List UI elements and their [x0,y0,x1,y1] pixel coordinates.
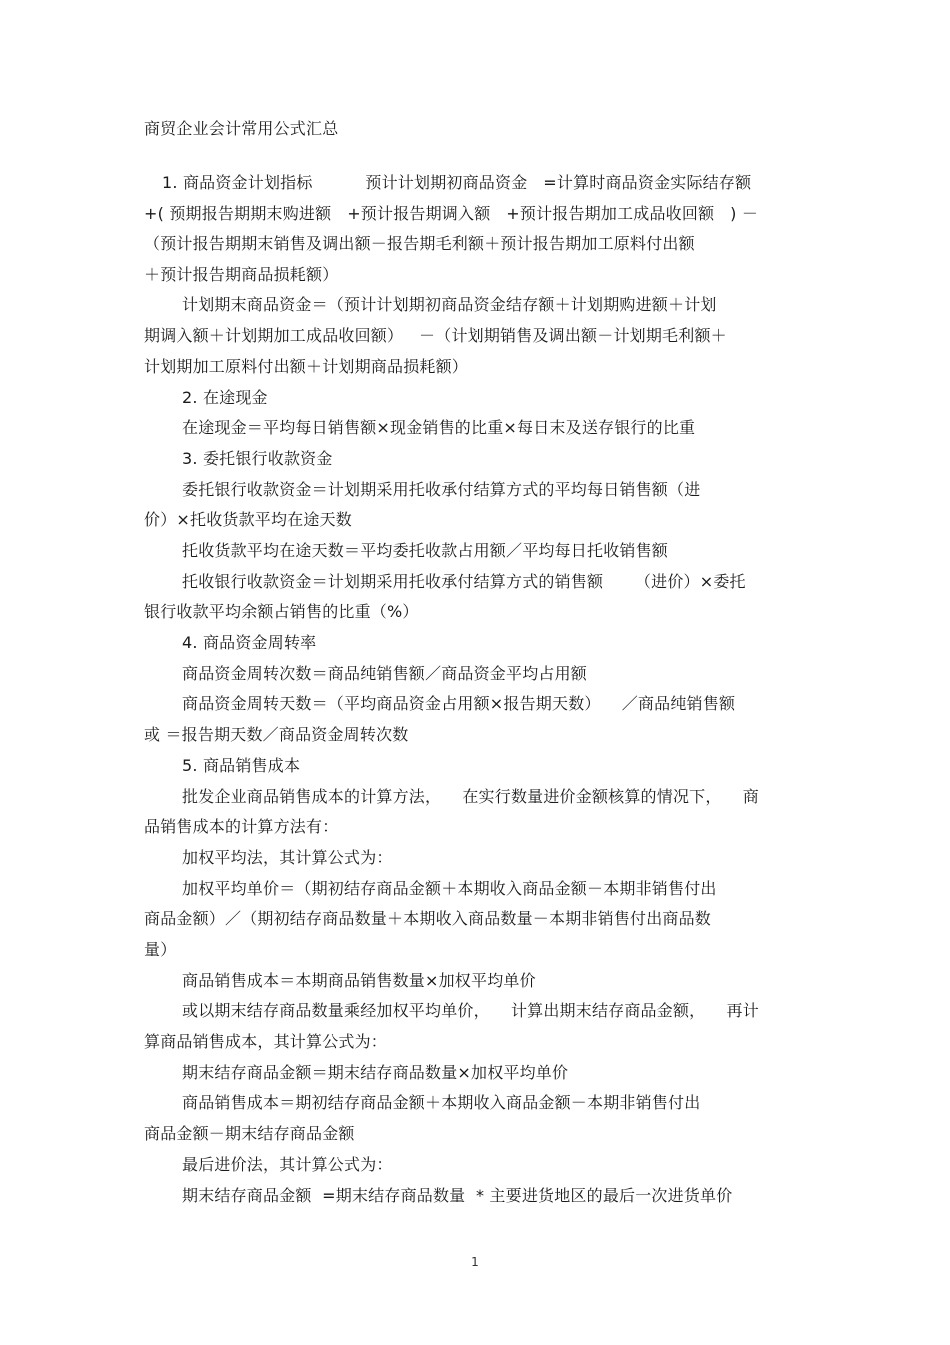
section-4-heading: 4. 商品资金周转率 [182,633,317,652]
text-line: 最后进价法，其计算公式为： [182,1155,393,1174]
text-line: 商品资金周转次数＝商品纯销售额／商品资金平均占用额 [182,664,588,683]
document-title: 商贸企业会计常用公式汇总 [144,119,339,138]
text-line: 品销售成本的计算方法有： [144,817,339,836]
text-line: 商品资金周转天数＝（平均商品资金占用额×报告期天数） ／商品纯销售额 [182,694,736,713]
page-number: 1 [471,1255,479,1269]
text-line: 商品销售成本＝本期商品销售数量×加权平均单价 [182,971,536,990]
text-line: （预计报告期期末销售及调出额－报告期毛利额＋预计报告期加工原料付出额 [144,234,695,253]
text-line: 计划期加工原料付出额＋计划期商品损耗额） [144,357,469,376]
text-line: 银行收款平均余额占销售的比重（%） [144,602,419,621]
text-line: 期调入额＋计划期加工成品收回额） －（计划期销售及调出额－计划期毛利额＋ [144,326,727,345]
text-line: 计划期末商品资金＝（预计计划期初商品资金结存额＋计划期购进额＋计划 [182,295,717,314]
section-1-heading: 1. 商品资金计划指标 预计计划期初商品资金 =计算时商品资金实际结存额 [162,173,752,192]
text-line: 加权平均法，其计算公式为： [182,848,393,867]
text-line: 或 ＝报告期天数／商品资金周转次数 [144,725,409,744]
text-line: 价）×托收货款平均在途天数 [144,510,353,529]
text-line: 托收银行收款资金＝计划期采用托收承付结算方式的销售额 （进价）×委托 [182,572,746,591]
text-line: ＋预计报告期商品损耗额） [144,265,339,284]
text-line: 或以期末结存商品数量乘经加权平均单价， 计算出期末结存商品金额， 再计 [182,1001,759,1020]
section-5-heading: 5. 商品销售成本 [182,756,301,775]
text-line: 在途现金＝平均每日销售额×现金销售的比重×每日末及送存银行的比重 [182,418,696,437]
text-line: 委托银行收款资金＝计划期采用托收承付结算方式的平均每日销售额（进 [182,480,701,499]
section-2-heading: 2. 在途现金 [182,388,268,407]
text-line: 商品金额）／（期初结存商品数量＋本期收入商品数量－本期非销售付出商品数 [144,909,712,928]
text-line: 商品金额－期末结存商品金额 [144,1124,355,1143]
text-line: 算商品销售成本，其计算公式为： [144,1032,388,1051]
text-line: +( 预期报告期期末购进额 +预计报告期调入额 +预计报告期加工成品收回额 ) － [144,204,759,223]
text-line: 托收货款平均在途天数＝平均委托收款占用额／平均每日托收销售额 [182,541,669,560]
text-line: 量） [144,940,177,959]
text-line: 加权平均单价＝（期初结存商品金额＋本期收入商品金额－本期非销售付出 [182,879,717,898]
text-line: 商品销售成本＝期初结存商品金额＋本期收入商品金额－本期非销售付出 [182,1093,701,1112]
text-line: 批发企业商品销售成本的计算方法， 在实行数量进价金额核算的情况下， 商 [182,787,759,806]
section-3-heading: 3. 委托银行收款资金 [182,449,333,468]
text-line: 期末结存商品金额＝期末结存商品数量×加权平均单价 [182,1063,569,1082]
text-line: 期末结存商品金额 =期末结存商品数量 * 主要进货地区的最后一次进货单价 [182,1186,733,1205]
